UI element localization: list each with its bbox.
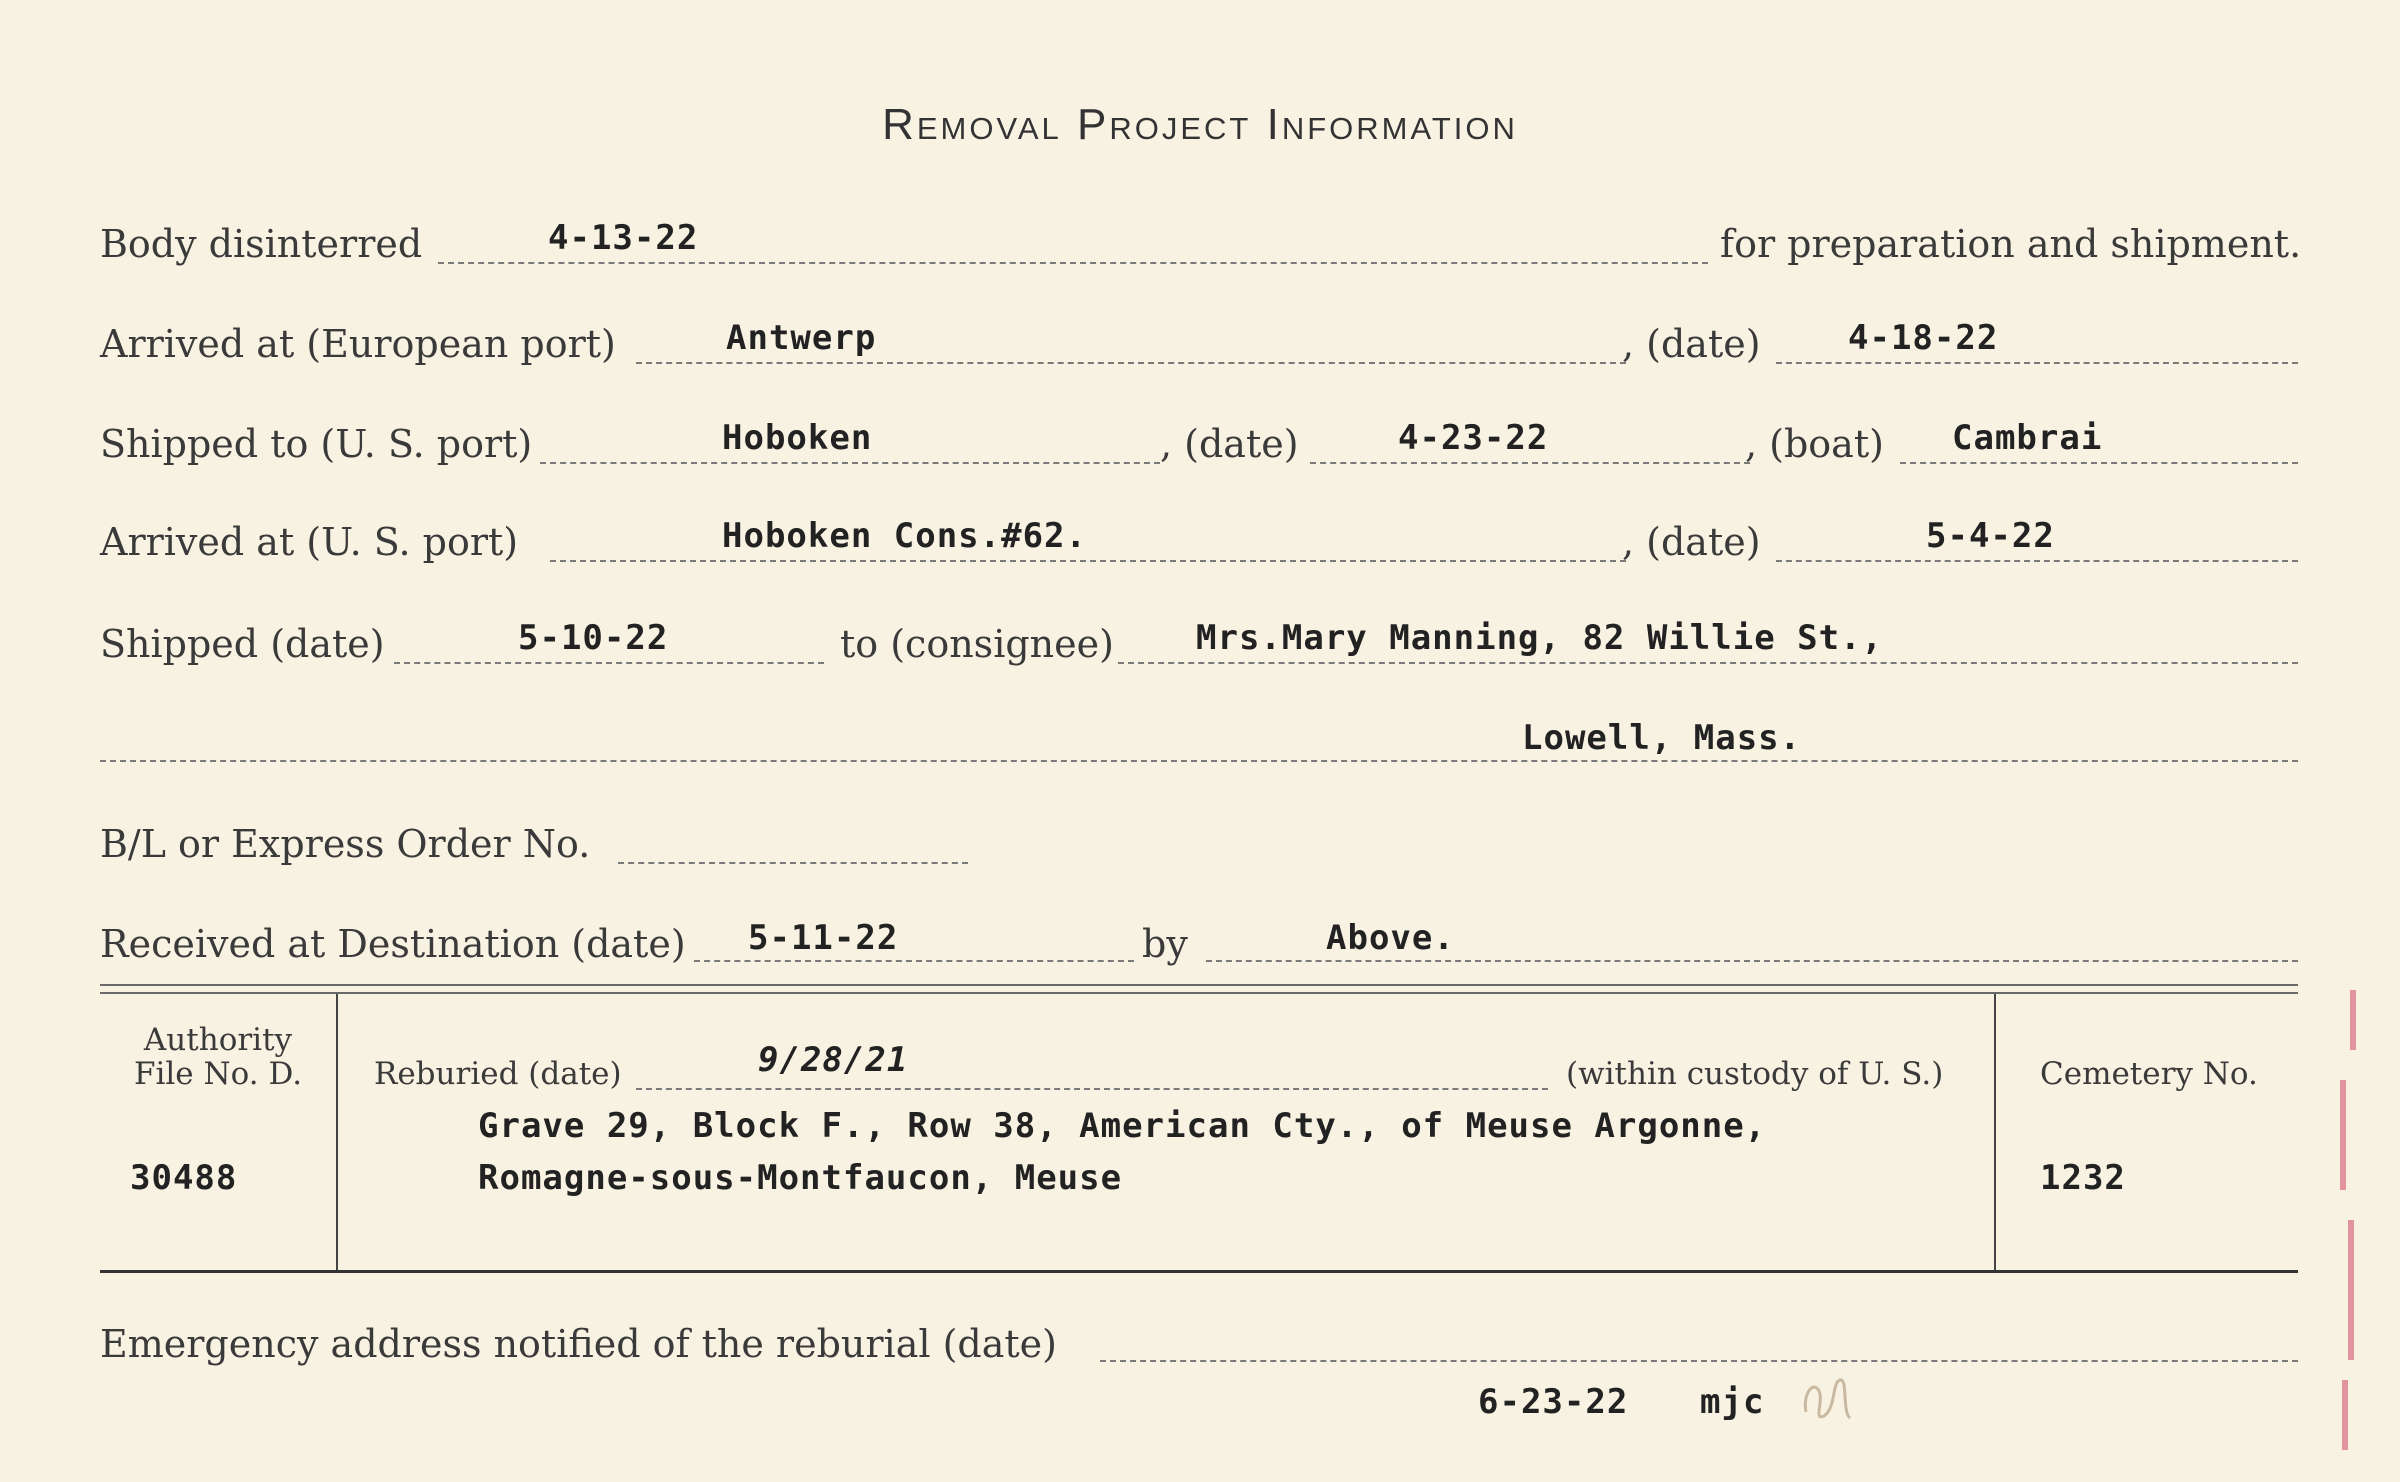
- shipped-us-boat: Cambrai: [1952, 418, 2103, 458]
- authority-label-1: Authority: [143, 1022, 293, 1058]
- received-by-line: [1206, 960, 2298, 962]
- shipped-us-value: Hoboken: [722, 418, 873, 458]
- received-by-label: by: [1142, 922, 1188, 966]
- disinterred-label: Body disinterred: [100, 222, 423, 266]
- footer-initials: mjc: [1700, 1382, 1765, 1422]
- authority-value: 30488: [130, 1158, 238, 1198]
- red-stamp-mark: [2350, 990, 2356, 1050]
- consignee-line-2: [100, 760, 2298, 762]
- consignee-line: [1118, 662, 2298, 664]
- disinterred-value: 4-13-22: [548, 218, 699, 258]
- reburied-date: 9/28/21: [758, 1040, 909, 1080]
- red-stamp-mark: [2340, 1080, 2346, 1190]
- arrived-us-date-label: , (date): [1622, 520, 1761, 564]
- received-line: [694, 960, 1134, 962]
- disinterred-suffix: for preparation and shipment.: [1720, 222, 2302, 266]
- shipped-us-label: Shipped to (U. S. port): [100, 422, 533, 466]
- shipped-date-line: [394, 662, 824, 664]
- table-top-rule-2: [100, 992, 2298, 994]
- cemetery-label: Cemetery No.: [2040, 1056, 2258, 1092]
- arrived-us-line: [550, 560, 1626, 562]
- table-top-rule: [100, 984, 2298, 986]
- shipped-us-date-label: , (date): [1160, 422, 1299, 466]
- cemetery-value: 1232: [2040, 1158, 2126, 1198]
- bl-order-label: B/L or Express Order No.: [100, 822, 591, 866]
- shipped-us-date-line: [1310, 462, 1750, 464]
- shipped-date-label: Shipped (date): [100, 622, 385, 666]
- arrived-us-date: 5-4-22: [1926, 516, 2055, 556]
- shipped-us-boat-line: [1900, 462, 2298, 464]
- grave-line-1: Grave 29, Block F., Row 38, American Cty., of Meuse Argonne,: [478, 1106, 1767, 1146]
- arrived-us-value: Hoboken Cons.#62.: [722, 516, 1087, 556]
- grave-line-2: Romagne-sous-Montfaucon, Meuse: [478, 1158, 1123, 1198]
- european-port-date: 4-18-22: [1848, 318, 1999, 358]
- shipped-date-value: 5-10-22: [518, 618, 669, 658]
- reburied-label: Reburied (date): [374, 1056, 622, 1092]
- shipped-us-boat-label: , (boat): [1745, 422, 1884, 466]
- custody-label: (within custody of U. S.): [1566, 1056, 1944, 1092]
- european-port-value: Antwerp: [726, 318, 877, 358]
- disinterred-line: [438, 262, 1708, 264]
- emergency-label: Emergency address notified of the reburial (date): [100, 1322, 1057, 1366]
- received-by-value: Above.: [1326, 918, 1455, 958]
- red-stamp-mark: [2342, 1380, 2348, 1450]
- page-title: Removal Project Information: [882, 100, 1518, 149]
- authority-label-2: File No. D.: [133, 1056, 303, 1092]
- consignee-value-2: Lowell, Mass.: [1522, 718, 1802, 758]
- arrived-us-date-line: [1776, 560, 2298, 562]
- cemetery-divider: [1994, 994, 1996, 1270]
- arrived-us-label: Arrived at (U. S. port): [100, 520, 519, 564]
- red-stamp-mark: [2348, 1220, 2354, 1360]
- shipped-us-line: [540, 462, 1160, 464]
- european-port-date-line: [1776, 362, 2298, 364]
- received-value: 5-11-22: [748, 918, 899, 958]
- shipped-us-date: 4-23-22: [1398, 418, 1549, 458]
- received-label: Received at Destination (date): [100, 922, 686, 966]
- consignee-label: to (consignee): [840, 622, 1114, 666]
- authority-divider: [336, 994, 338, 1270]
- european-port-date-label: , (date): [1622, 322, 1761, 366]
- consignee-value: Mrs.Mary Manning, 82 Willie St.,: [1196, 618, 1884, 658]
- european-port-line: [636, 362, 1626, 364]
- footer-date: 6-23-22: [1478, 1382, 1629, 1422]
- reburied-line: [636, 1088, 1548, 1090]
- pencil-mark-icon: [1796, 1372, 1858, 1430]
- european-port-label: Arrived at (European port): [100, 322, 616, 366]
- bl-order-line: [618, 862, 968, 864]
- table-bottom-rule: [100, 1270, 2298, 1273]
- emergency-line: [1100, 1360, 2298, 1362]
